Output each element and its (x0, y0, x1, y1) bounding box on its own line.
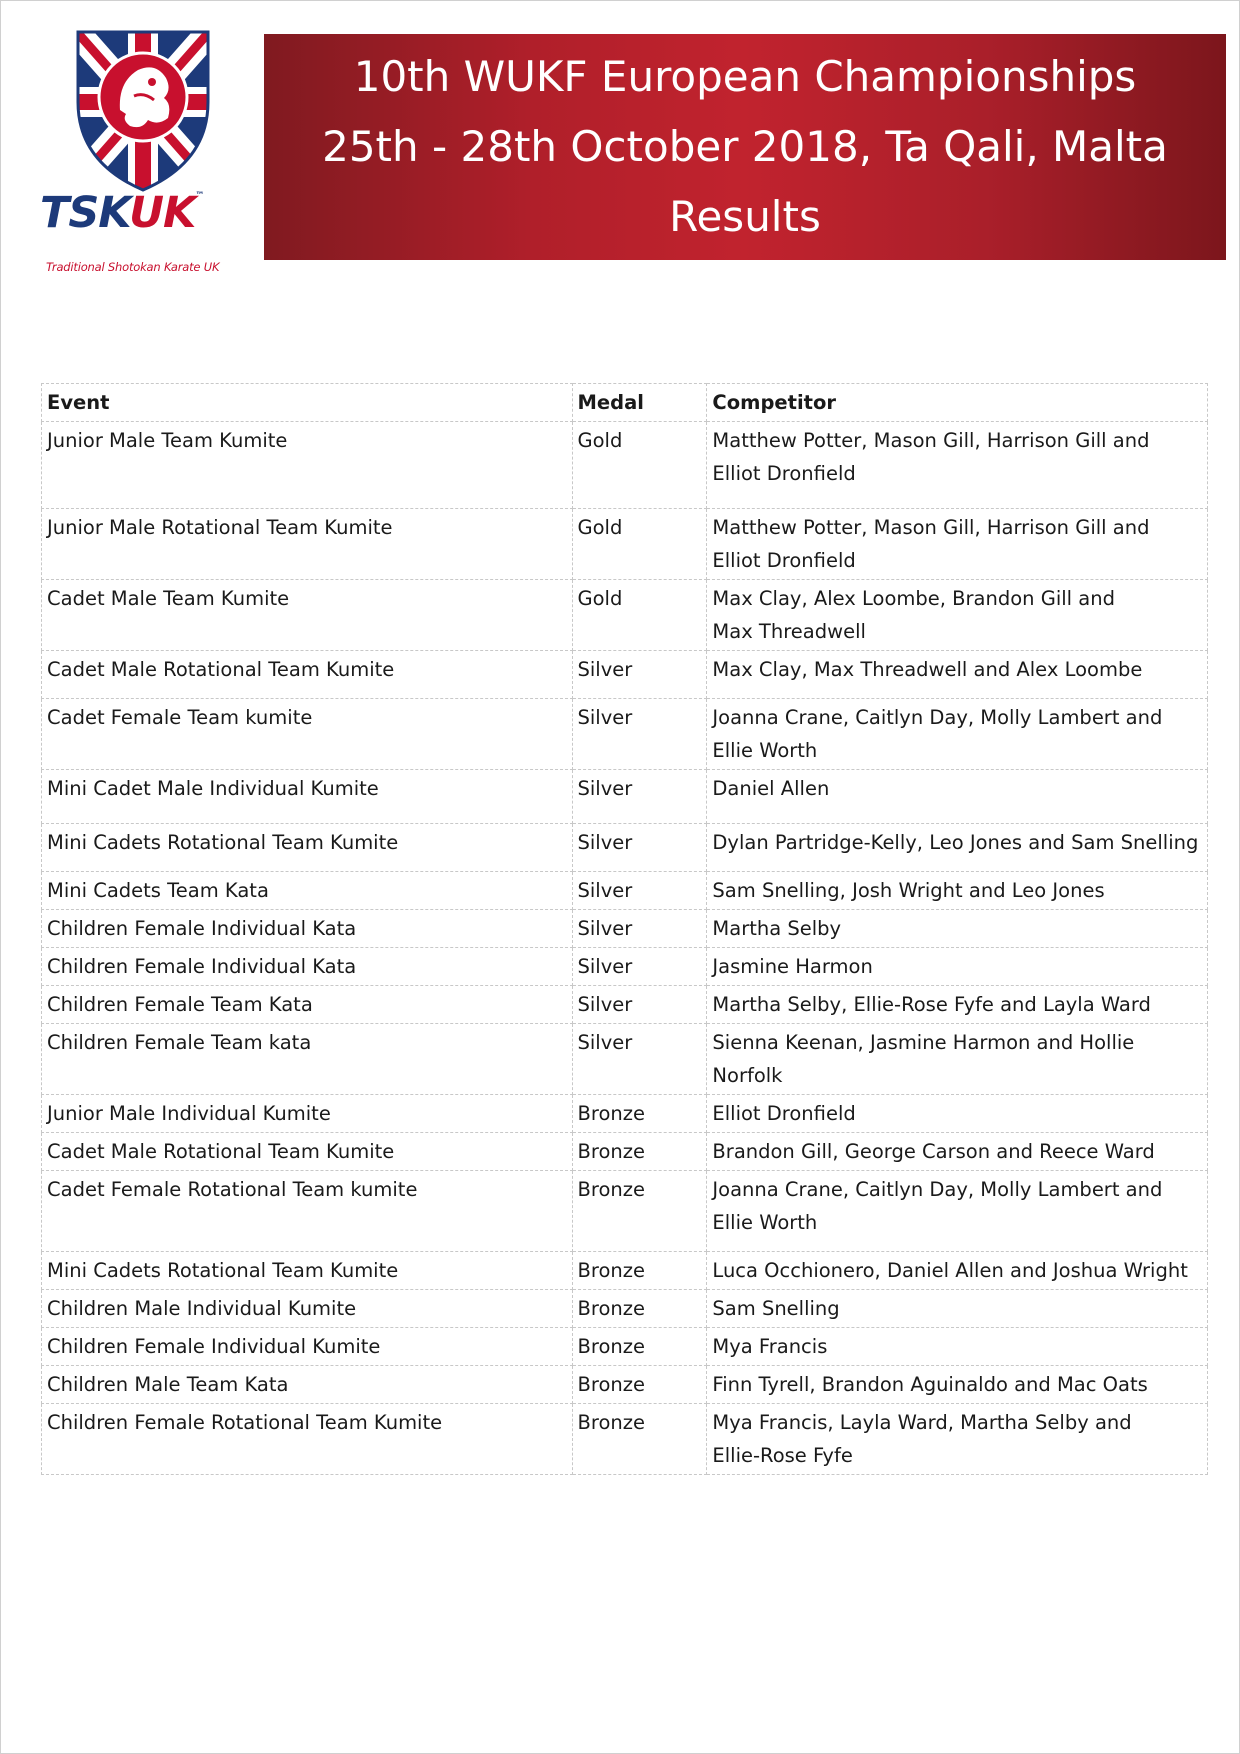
banner-date-location: 25th - 28th October 2018, Ta Qali, Malta (322, 122, 1168, 171)
table-row (42, 1024, 1208, 1095)
event-cell: Junior Male Team Kumite (42, 422, 573, 509)
competitor-cell (707, 422, 1208, 509)
event-cell: Children Female Individual Kata (42, 948, 573, 986)
event-cell: Cadet Male Rotational Team Kumite (42, 651, 573, 699)
medal-cell: Silver (572, 986, 707, 1024)
competitor-cell (707, 948, 1208, 986)
event-cell: Children Female Team kata (42, 1024, 573, 1095)
medal-cell: Bronze (572, 1404, 707, 1475)
event-cell: Children Female Individual Kata (42, 910, 573, 948)
header-medal: Medal (572, 384, 707, 422)
table-row (42, 699, 1208, 770)
logo-tagline: Traditional Shotokan Karate UK (46, 260, 220, 274)
competitor-line: Brandon Gill, George Carson and Reece Ward (712, 1140, 1155, 1163)
competitor-cell (707, 986, 1208, 1024)
title-banner (264, 34, 1226, 260)
medal-cell: Silver (572, 824, 707, 872)
competitor-line: Elliot Dronfield (712, 549, 856, 572)
table-row (42, 770, 1208, 824)
table-row (42, 1290, 1208, 1328)
table-row (42, 509, 1208, 580)
competitor-line: Mya Francis (712, 1335, 828, 1358)
event-cell: Cadet Female Rotational Team kumite (42, 1171, 573, 1252)
competitor-line: Jasmine Harmon (712, 955, 873, 978)
competitor-line: Luca Occhionero, Daniel Allen and Joshua Wright (712, 1259, 1188, 1282)
competitor-cell (707, 580, 1208, 651)
competitor-cell (707, 1404, 1208, 1475)
medal-cell: Bronze (572, 1328, 707, 1366)
competitor-line: Elliot Dronfield (712, 462, 856, 485)
competitor-cell (707, 1133, 1208, 1171)
competitor-cell (707, 910, 1208, 948)
table-header-row (42, 384, 1208, 422)
event-cell: Mini Cadet Male Individual Kumite (42, 770, 573, 824)
medal-cell: Bronze (572, 1290, 707, 1328)
results-body (42, 422, 1208, 1475)
event-cell: Cadet Female Team kumite (42, 699, 573, 770)
table-row (42, 1133, 1208, 1171)
event-cell: Junior Male Individual Kumite (42, 1095, 573, 1133)
banner-title: 10th WUKF European Championships (353, 52, 1137, 101)
medal-cell: Silver (572, 948, 707, 986)
competitor-cell (707, 1328, 1208, 1366)
medal-cell: Gold (572, 580, 707, 651)
competitor-cell (707, 1095, 1208, 1133)
event-cell: Mini Cadets Rotational Team Kumite (42, 824, 573, 872)
competitor-line: Dylan Partridge-Kelly, Leo Jones and Sam Snelling (712, 831, 1199, 854)
competitor-line: Joanna Crane, Caitlyn Day, Molly Lambert and (712, 706, 1163, 729)
event-cell: Mini Cadets Team Kata (42, 872, 573, 910)
table-row (42, 580, 1208, 651)
medal-cell: Gold (572, 509, 707, 580)
table-row (42, 986, 1208, 1024)
competitor-line: Mya Francis, Layla Ward, Martha Selby and (712, 1411, 1132, 1434)
competitor-cell (707, 509, 1208, 580)
tiger-shield-icon (68, 22, 218, 192)
competitor-cell (707, 1252, 1208, 1290)
competitor-line: Martha Selby, Ellie-Rose Fyfe and Layla Ward (712, 993, 1151, 1016)
competitor-line: Martha Selby (712, 917, 842, 940)
table-row (42, 872, 1208, 910)
competitor-line: Ellie Worth (712, 1211, 818, 1234)
event-cell: Children Female Rotational Team Kumite (42, 1404, 573, 1475)
table-row (42, 1404, 1208, 1475)
table-row (42, 824, 1208, 872)
medal-cell: Gold (572, 422, 707, 509)
competitor-line: Daniel Allen (712, 777, 830, 800)
competitor-line: Sam Snelling (712, 1297, 840, 1320)
competitor-cell (707, 872, 1208, 910)
medal-cell: Silver (572, 872, 707, 910)
event-cell: Mini Cadets Rotational Team Kumite (42, 1252, 573, 1290)
medal-cell: Bronze (572, 1171, 707, 1252)
event-cell: Children Female Team Kata (42, 986, 573, 1024)
competitor-line: Sienna Keenan, Jasmine Harmon and Hollie Norfolk (712, 1031, 1135, 1087)
table-row (42, 1328, 1208, 1366)
header-competitor: Competitor (707, 384, 1208, 422)
table-row (42, 651, 1208, 699)
event-cell: Cadet Male Rotational Team Kumite (42, 1133, 573, 1171)
medal-cell: Silver (572, 770, 707, 824)
competitor-cell (707, 699, 1208, 770)
competitor-line: Max Clay, Alex Loombe, Brandon Gill and (712, 587, 1115, 610)
competitor-cell (707, 824, 1208, 872)
event-cell: Junior Male Rotational Team Kumite (42, 509, 573, 580)
medal-cell: Bronze (572, 1133, 707, 1171)
table-row (42, 910, 1208, 948)
table-row (42, 948, 1208, 986)
medal-cell: Silver (572, 651, 707, 699)
banner-subtitle: Results (669, 192, 821, 241)
competitor-cell (707, 770, 1208, 824)
competitor-line: Matthew Potter, Mason Gill, Harrison Gill and (712, 516, 1150, 539)
competitor-line: Sam Snelling, Josh Wright and Leo Jones (712, 879, 1105, 902)
competitor-cell (707, 1290, 1208, 1328)
event-cell: Children Female Individual Kumite (42, 1328, 573, 1366)
event-cell: Children Male Individual Kumite (42, 1290, 573, 1328)
competitor-line: Joanna Crane, Caitlyn Day, Molly Lambert and (712, 1178, 1163, 1201)
competitor-line: Max Clay, Max Threadwell and Alex Loombe (712, 658, 1143, 681)
table-row (42, 1252, 1208, 1290)
medal-cell: Bronze (572, 1366, 707, 1404)
table-row (42, 1095, 1208, 1133)
competitor-cell (707, 1024, 1208, 1095)
competitor-cell (707, 1171, 1208, 1252)
medal-cell: Bronze (572, 1252, 707, 1290)
table-row (42, 1171, 1208, 1252)
medal-cell: Bronze (572, 1095, 707, 1133)
competitor-line: Elliot Dronfield (712, 1102, 856, 1125)
competitor-line: Matthew Potter, Mason Gill, Harrison Gill and (712, 429, 1150, 452)
table-row (42, 1366, 1208, 1404)
medal-cell: Silver (572, 910, 707, 948)
competitor-cell (707, 1366, 1208, 1404)
competitor-line: Ellie Worth (712, 739, 818, 762)
competitor-line: Ellie-Rose Fyfe (712, 1444, 853, 1467)
table-row (42, 422, 1208, 509)
medal-cell: Silver (572, 699, 707, 770)
competitor-cell (707, 651, 1208, 699)
competitor-line: Finn Tyrell, Brandon Aguinaldo and Mac Oats (712, 1373, 1148, 1396)
event-cell: Children Male Team Kata (42, 1366, 573, 1404)
event-cell: Cadet Male Team Kumite (42, 580, 573, 651)
header-event: Event (42, 384, 573, 422)
medal-cell: Silver (572, 1024, 707, 1095)
results-table (41, 383, 1208, 1475)
logo-brand-text: TSKUK™ (40, 188, 204, 238)
competitor-line: Max Threadwell (712, 620, 866, 643)
tskuk-logo (40, 22, 245, 274)
